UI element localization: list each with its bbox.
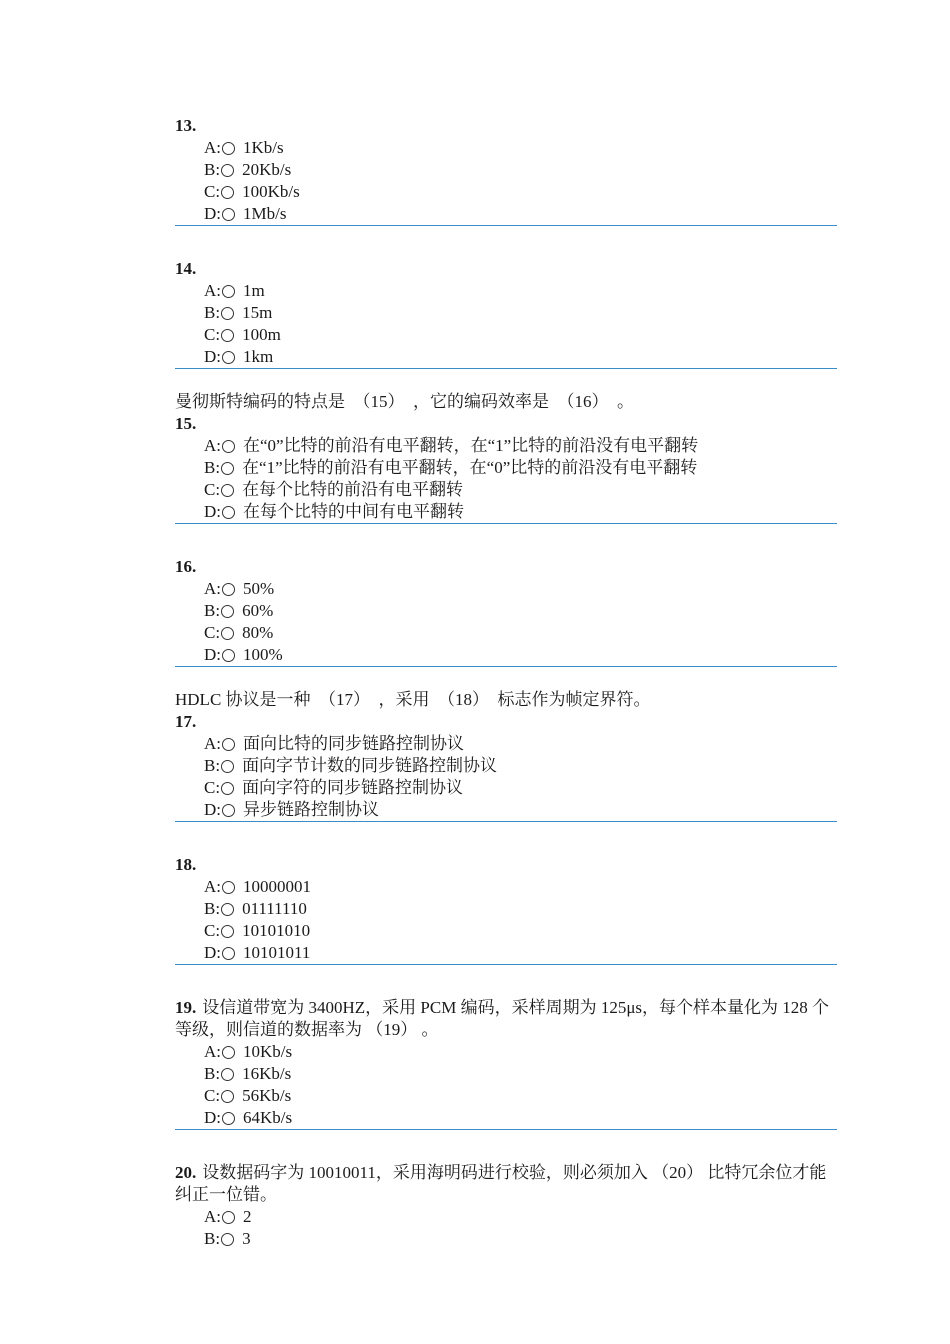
radio-button-icon[interactable] xyxy=(222,285,235,298)
option-label: 10Kb/s xyxy=(243,1042,293,1061)
radio-button-icon[interactable] xyxy=(221,484,234,497)
option-label: 1km xyxy=(243,347,274,366)
option-list xyxy=(175,876,837,964)
option-label: 在每个比特的前沿有电平翻转 xyxy=(242,480,464,499)
option-letter: A: xyxy=(204,734,221,753)
radio-button-icon[interactable] xyxy=(222,804,235,817)
option-letter: A: xyxy=(204,138,221,157)
option-letter: B: xyxy=(204,1229,221,1248)
radio-button-icon[interactable] xyxy=(221,760,234,773)
option-a[interactable] xyxy=(204,876,837,898)
option-label: 在“0”比特的前沿有电平翻转，在“1”比特的前沿没有电平翻转 xyxy=(243,436,699,455)
option-label: 80% xyxy=(242,623,274,642)
radio-button-icon[interactable] xyxy=(221,903,234,916)
option-c[interactable] xyxy=(204,1085,837,1107)
option-list xyxy=(175,578,837,666)
radio-button-icon[interactable] xyxy=(221,186,234,199)
question-number: 18. xyxy=(175,855,197,874)
option-letter: D: xyxy=(204,347,221,366)
question-stem xyxy=(175,997,837,1041)
option-list xyxy=(175,733,837,821)
option-label: 10101011 xyxy=(243,943,311,962)
option-label: 60% xyxy=(242,601,274,620)
option-letter: D: xyxy=(204,204,221,223)
option-d[interactable] xyxy=(204,942,837,964)
option-d[interactable] xyxy=(204,203,837,225)
option-letter: B: xyxy=(204,899,221,918)
option-a[interactable] xyxy=(204,137,837,159)
option-c[interactable] xyxy=(204,324,837,346)
option-letter: D: xyxy=(204,645,221,664)
radio-button-icon[interactable] xyxy=(221,1090,234,1103)
question-stem xyxy=(175,711,837,733)
radio-button-icon[interactable] xyxy=(221,605,234,618)
option-label: 1m xyxy=(243,281,265,300)
question-group-intro: HDLC 协议是一种 （17） ，采用 （18） 标志作为帧定界符。 xyxy=(175,690,651,709)
option-letter: D: xyxy=(204,1108,221,1127)
option-b[interactable] xyxy=(204,1063,837,1085)
option-letter: D: xyxy=(204,800,221,819)
option-label: 2 xyxy=(243,1207,252,1226)
radio-button-icon[interactable] xyxy=(222,947,235,960)
question-group-intro: 曼彻斯特编码的特点是 （15） ，它的编码效率是 （16） 。 xyxy=(175,392,634,411)
option-c[interactable] xyxy=(204,181,837,203)
option-letter: C: xyxy=(204,921,221,940)
option-b[interactable] xyxy=(204,1228,837,1250)
option-label: 在每个比特的中间有电平翻转 xyxy=(243,502,464,521)
option-label: 20Kb/s xyxy=(242,160,292,179)
question-stem xyxy=(175,258,837,280)
question-14 xyxy=(175,258,837,391)
question-stem xyxy=(175,115,837,137)
option-label: 56Kb/s xyxy=(242,1086,292,1105)
question-stem xyxy=(175,1162,837,1206)
option-letter: C: xyxy=(204,1086,221,1105)
radio-button-icon[interactable] xyxy=(221,1233,234,1246)
option-label: 在“1”比特的前沿有电平翻转，在“0”比特的前沿没有电平翻转 xyxy=(242,458,698,477)
radio-button-icon[interactable] xyxy=(222,1112,235,1125)
radio-button-icon[interactable] xyxy=(221,782,234,795)
option-a[interactable] xyxy=(204,435,837,457)
option-d[interactable] xyxy=(204,1107,837,1129)
option-b[interactable] xyxy=(204,302,837,324)
option-letter: B: xyxy=(204,458,221,477)
option-label: 10101010 xyxy=(242,921,311,940)
radio-button-icon[interactable] xyxy=(222,1046,235,1059)
option-b[interactable] xyxy=(204,898,837,920)
option-letter: B: xyxy=(204,303,221,322)
option-b[interactable] xyxy=(204,159,837,181)
question-number: 17. xyxy=(175,712,197,731)
option-letter: C: xyxy=(204,480,221,499)
option-b[interactable] xyxy=(204,600,837,622)
option-label: 15m xyxy=(242,303,273,322)
question-stem xyxy=(175,413,837,435)
option-label: 100Kb/s xyxy=(242,182,300,201)
radio-button-icon[interactable] xyxy=(221,925,234,938)
option-letter: B: xyxy=(204,1064,221,1083)
option-d[interactable] xyxy=(204,346,837,368)
option-letter: B: xyxy=(204,756,221,775)
option-letter: C: xyxy=(204,325,221,344)
option-list xyxy=(175,1041,837,1129)
question-text: 设信道带宽为 3400HZ，采用 PCM 编码，采样周期为 125μs，每个样本量化为 128 个等级，则信道的数据率为 （19） 。 xyxy=(175,998,830,1039)
question-number: 15. xyxy=(175,414,197,433)
option-list xyxy=(175,137,837,225)
question-16 xyxy=(175,556,837,689)
question-number: 20. xyxy=(175,1163,197,1182)
option-list xyxy=(175,435,837,523)
radio-button-icon[interactable] xyxy=(221,1068,234,1081)
option-d[interactable] xyxy=(204,501,837,523)
option-a[interactable] xyxy=(204,1041,837,1063)
question-19 xyxy=(175,997,837,1162)
radio-button-icon[interactable] xyxy=(221,164,234,177)
option-letter: A: xyxy=(204,579,221,598)
option-label: 3 xyxy=(242,1229,251,1248)
radio-button-icon[interactable] xyxy=(222,881,235,894)
option-label: 异步链路控制协议 xyxy=(243,800,379,819)
option-label: 01111110 xyxy=(242,899,307,918)
option-list xyxy=(175,1206,837,1250)
question-17 xyxy=(175,689,837,854)
option-letter: C: xyxy=(204,778,221,797)
option-letter: A: xyxy=(204,436,221,455)
option-c[interactable] xyxy=(204,777,837,799)
radio-button-icon[interactable] xyxy=(222,208,235,221)
question-20 xyxy=(175,1162,837,1250)
radio-button-icon[interactable] xyxy=(222,506,235,519)
option-letter: C: xyxy=(204,182,221,201)
option-a[interactable] xyxy=(204,1206,837,1228)
option-a[interactable] xyxy=(204,578,837,600)
option-c[interactable] xyxy=(204,479,837,501)
radio-button-icon[interactable] xyxy=(222,440,235,453)
question-list xyxy=(175,115,837,1250)
option-a[interactable] xyxy=(204,733,837,755)
question-stem xyxy=(175,556,837,578)
option-letter: A: xyxy=(204,877,221,896)
question-15 xyxy=(175,391,837,556)
option-label: 面向字节计数的同步链路控制协议 xyxy=(242,756,498,775)
option-c[interactable] xyxy=(204,622,837,644)
question-number: 14. xyxy=(175,259,197,278)
radio-button-icon[interactable] xyxy=(222,738,235,751)
option-letter: B: xyxy=(204,601,221,620)
radio-button-icon[interactable] xyxy=(222,142,235,155)
option-label: 100% xyxy=(243,645,283,664)
radio-button-icon[interactable] xyxy=(221,627,234,640)
option-c[interactable] xyxy=(204,920,837,942)
radio-button-icon[interactable] xyxy=(221,462,234,475)
radio-button-icon[interactable] xyxy=(221,307,234,320)
option-b[interactable] xyxy=(204,755,837,777)
radio-button-icon[interactable] xyxy=(222,1211,235,1224)
option-letter: A: xyxy=(204,281,221,300)
radio-button-icon[interactable] xyxy=(221,329,234,342)
option-d[interactable] xyxy=(204,644,837,666)
option-letter: C: xyxy=(204,623,221,642)
option-a[interactable] xyxy=(204,280,837,302)
option-label: 1Mb/s xyxy=(243,204,287,223)
option-label: 50% xyxy=(243,579,275,598)
radio-button-icon[interactable] xyxy=(222,583,235,596)
option-letter: A: xyxy=(204,1042,221,1061)
option-label: 面向比特的同步链路控制协议 xyxy=(243,734,464,753)
option-b[interactable] xyxy=(204,457,837,479)
radio-button-icon[interactable] xyxy=(222,351,235,364)
option-d[interactable] xyxy=(204,799,837,821)
option-label: 1Kb/s xyxy=(243,138,284,157)
option-letter: B: xyxy=(204,160,221,179)
question-stem xyxy=(175,854,837,876)
radio-button-icon[interactable] xyxy=(222,649,235,662)
option-letter: A: xyxy=(204,1207,221,1226)
question-number: 16. xyxy=(175,557,197,576)
question-18 xyxy=(175,854,837,997)
option-label: 面向字符的同步链路控制协议 xyxy=(242,778,464,797)
option-label: 16Kb/s xyxy=(242,1064,292,1083)
option-label: 64Kb/s xyxy=(243,1108,293,1127)
question-text: 设数据码字为 10010011，采用海明码进行校验，则必须加入 （20） 比特冗余位才能纠正一位错。 xyxy=(175,1163,827,1204)
option-label: 100m xyxy=(242,325,281,344)
option-label: 10000001 xyxy=(243,877,311,896)
option-letter: D: xyxy=(204,943,221,962)
option-letter: D: xyxy=(204,502,221,521)
question-13 xyxy=(175,115,837,258)
question-number: 19. xyxy=(175,998,197,1017)
option-list xyxy=(175,280,837,368)
question-number: 13. xyxy=(175,116,197,135)
